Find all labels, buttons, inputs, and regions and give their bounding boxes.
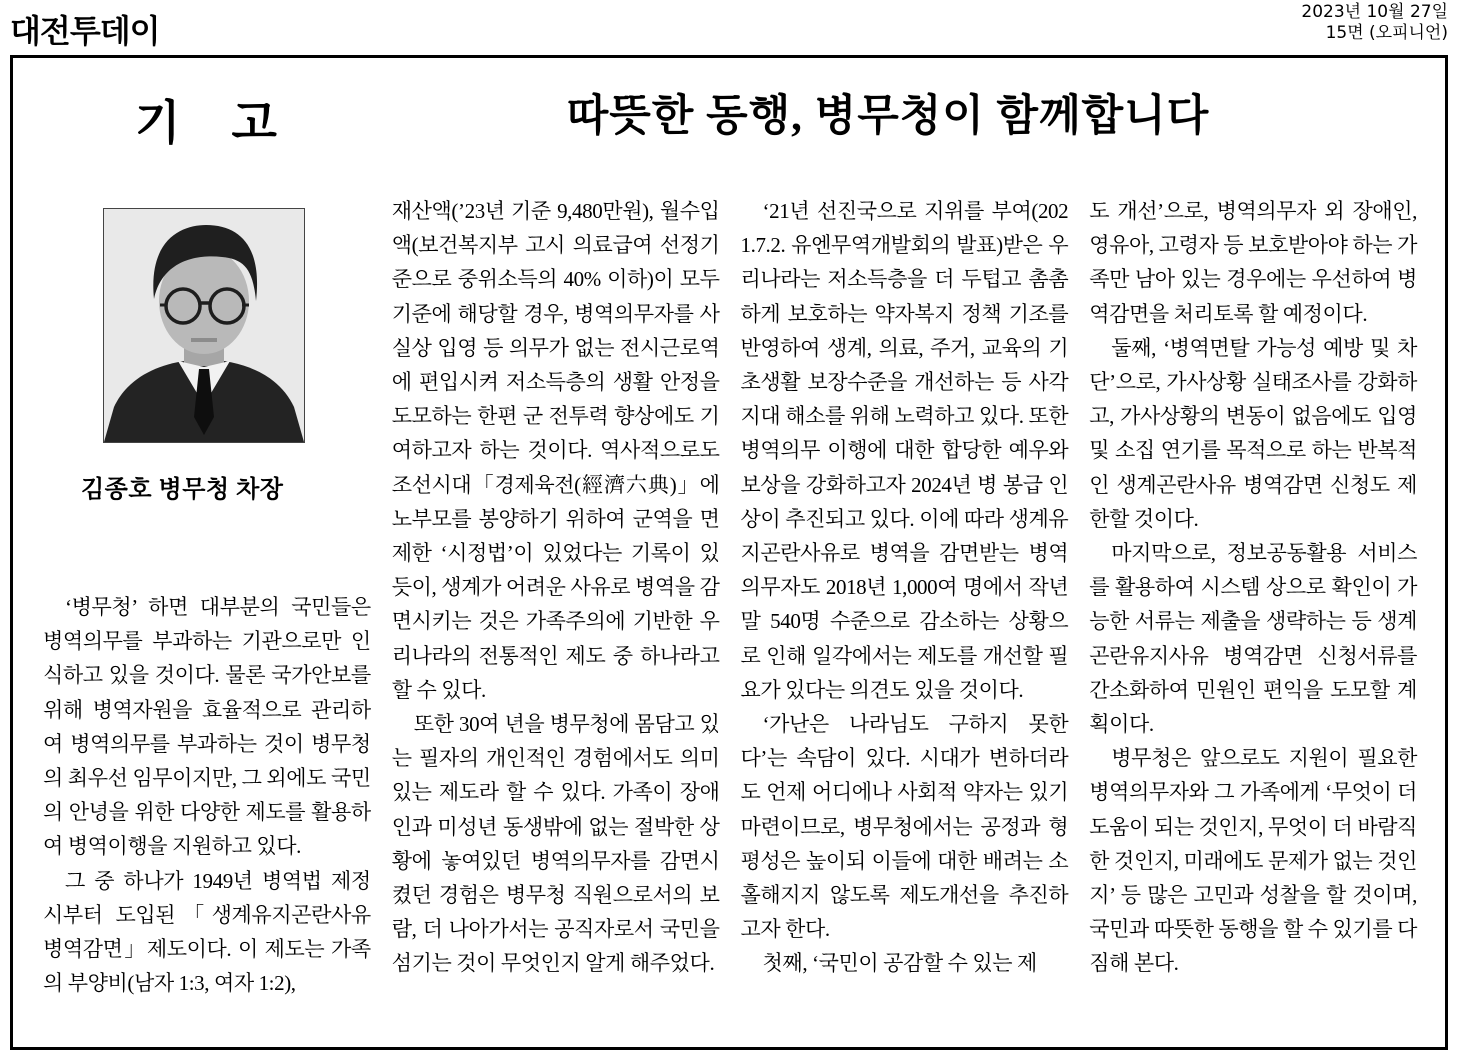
author-caption: 김종호 병무청 차장 [81, 477, 284, 503]
article-paragraph: 재산액(’23년 기준 9,480만원), 월수입액(보건복지부 고시 의료급여 선정기준으로 중위소득의 40% 이하)이 모두 기준에 해당할 경우, 병역의무자를 사실상 입영 등 의무가 없는 전시근로역에 편입시켜 저소득층의 생활 안정을 도모하는 한편 군 전투력 향상에도 기여하고자 하는 것이다. 역사적으로도 조선시대「경제육전(經濟六典)」에 노부모를 봉양하기 위하여 군역을 면제한 ‘시정법’이 있었다는 기록이 있듯이, 생계가 어려운 사유로 병역을 감면시키는 것은 가족주의에 기반한 우리나라의 전통적인 제도 중 하나라고 할 수 있다. [391, 199, 720, 702]
column-1 [43, 194, 371, 1033]
dateline [1301, 2, 1448, 44]
column-4 [1089, 194, 1417, 1033]
column-3 [741, 194, 1069, 1033]
column-1-body [43, 590, 371, 1000]
article-paragraph: ‘21년 선진국으로 지위를 부여(2021.7.2. 유엔무역개발회의 발표)받은 우리나라는 저소득층을 더 두텁고 촘촘하게 보호하는 약자복지 정책 기조를 반영하여 생계, 의료, 주거, 교육의 기초생활 보장수준을 개선하는 등 사각지대 해소를 위해 노력하고 있다. 또한 병역의무 이행에 대한 합당한 예우와 보상을 강화하고자 2024년 병 봉급 인상이 추진되고 있다. 이에 따라 생계유지곤란사유로 병역을 감면받는 병역의무자도 2018년 1,000여 명에서 작년 말 540명 수준으로 감소하는 상황으로 인해 일각에서는 제도를 개선할 필요가 있다는 의견도 있을 것이다. [740, 199, 1069, 702]
article-title: 따뜻한 동행, 병무청이 함께합니다 [566, 93, 1210, 140]
article-paragraph: 마지막으로, 정보공동활용 서비스를 활용하여 시스템 상으로 확인이 가능한 서류는 제출을 생략하는 등 생계곤란유지사유 병역감면 신청서류를 간소화하여 민원인 편익을 도모할 계획이다. [1089, 541, 1417, 737]
article-paragraph: ‘가난은 나라님도 구하지 못한다’는 속담이 있다. 시대가 변하더라도 언제 어디에나 사회적 약자는 있기 마련이므로, 병무청에서는 공정과 형평성은 높이되 이들에 대한 배려는 소홀해지지 않도록 제도개선을 추진하고자 한다. [740, 712, 1069, 942]
masthead: 대전투데이 [10, 13, 160, 49]
article-paragraph: 첫째, ‘국민이 공감할 수 있는 제 [762, 951, 1037, 976]
dateline-page: 15면 (오피니언) [1325, 23, 1448, 43]
article-frame [10, 55, 1448, 1050]
article-paragraph: 그 중 하나가 1949년 병역법 제정 시부터 도입된「생계유지곤란사유 병역감면」제도이다. 이 제도는 가족의 부양비(남자 1:3, 여자 1:2), [43, 868, 371, 996]
article-columns [43, 194, 1417, 1033]
author-photo [103, 208, 305, 443]
dateline-date: 2023년 10월 27일 [1301, 2, 1448, 22]
author-portrait-icon [104, 209, 304, 442]
column-2 [392, 194, 720, 1033]
article-paragraph: ‘병무청’ 하면 대부분의 국민들은 병역의무를 부과하는 기관으로만 인식하고 있을 것이다. 물론 국가안보를 위해 병역자원을 효율적으로 관리하여 병역의무를 부과하는 것이 병무청의 최우선 임무이지만, 그 외에도 국민의 안녕을 위한 다양한 제도를 활용하여 병역이행을 지원하고 있다. [43, 595, 371, 859]
section-label: 기 고 [135, 96, 279, 149]
article-paragraph: 또한 30여 년을 병무청에 몸담고 있는 필자의 개인적인 경험에서도 의미 있는 제도라 할 수 있다. 가족이 장애인과 미성년 동생밖에 없는 절박한 상황에 놓여있던 병역의무자를 감면시켰던 경험은 병무청 직원으로서의 보람, 더 나아가서는 공직자로서 국민을 섬기는 것이 무엇인지 알게 해주었다. [391, 712, 720, 976]
article-paragraph: 병무청은 앞으로도 지원이 필요한 병역의무자와 그 가족에게 ‘무엇이 더 도움이 되는 것인지, 무엇이 더 바람직한 것인지, 미래에도 문제가 없는 것인지’ 등 많은 고민과 성찰을 할 것이며, 국민과 따뜻한 동행을 할 수 있기를 다짐해 본다. [1089, 746, 1417, 976]
article-paragraph: 도 개선’으로, 병역의무자 외 장애인, 영유아, 고령자 등 보호받아야 하는 가족만 남아 있는 경우에는 우선하여 병역감면을 처리토록 할 예정이다. [1089, 199, 1417, 326]
article-paragraph: 둘째, ‘병역면탈 가능성 예방 및 차단’으로, 가사상황 실태조사를 강화하고, 가사상황의 변동이 없음에도 입영 및 소집 연기를 목적으로 하는 반복적인 생계곤란사유 병역감면 신청도 제한할 것이다. [1089, 335, 1417, 531]
